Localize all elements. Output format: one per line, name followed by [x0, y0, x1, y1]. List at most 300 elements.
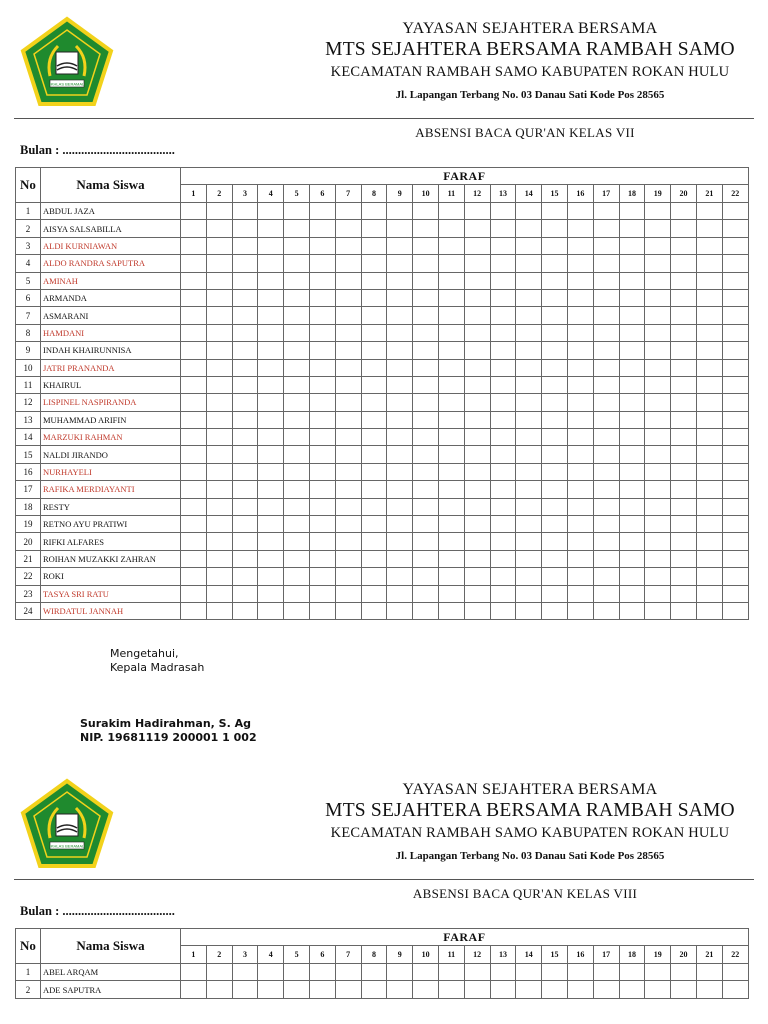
- attendance-cell[interactable]: [181, 411, 207, 428]
- attendance-cell[interactable]: [671, 446, 697, 463]
- attendance-cell[interactable]: [542, 533, 568, 550]
- attendance-cell[interactable]: [593, 289, 619, 306]
- attendance-cell[interactable]: [232, 342, 258, 359]
- attendance-cell[interactable]: [335, 602, 361, 619]
- attendance-cell[interactable]: [335, 411, 361, 428]
- attendance-cell[interactable]: [567, 255, 593, 272]
- attendance-cell[interactable]: [542, 359, 568, 376]
- attendance-cell[interactable]: [464, 981, 490, 998]
- attendance-cell[interactable]: [438, 516, 464, 533]
- attendance-cell[interactable]: [309, 307, 335, 324]
- attendance-cell[interactable]: [542, 429, 568, 446]
- attendance-cell[interactable]: [567, 498, 593, 515]
- attendance-cell[interactable]: [232, 498, 258, 515]
- attendance-cell[interactable]: [722, 429, 748, 446]
- attendance-cell[interactable]: [206, 981, 232, 998]
- attendance-cell[interactable]: [284, 394, 310, 411]
- attendance-cell[interactable]: [361, 429, 387, 446]
- attendance-cell[interactable]: [645, 964, 671, 981]
- attendance-cell[interactable]: [722, 220, 748, 237]
- attendance-cell[interactable]: [309, 255, 335, 272]
- attendance-cell[interactable]: [696, 203, 722, 220]
- attendance-cell[interactable]: [671, 568, 697, 585]
- attendance-cell[interactable]: [567, 516, 593, 533]
- attendance-cell[interactable]: [645, 550, 671, 567]
- attendance-cell[interactable]: [232, 585, 258, 602]
- attendance-cell[interactable]: [438, 324, 464, 341]
- attendance-cell[interactable]: [516, 394, 542, 411]
- attendance-cell[interactable]: [696, 359, 722, 376]
- attendance-cell[interactable]: [413, 498, 439, 515]
- attendance-cell[interactable]: [619, 376, 645, 393]
- attendance-cell[interactable]: [645, 342, 671, 359]
- attendance-cell[interactable]: [645, 481, 671, 498]
- attendance-cell[interactable]: [722, 203, 748, 220]
- attendance-cell[interactable]: [181, 359, 207, 376]
- attendance-cell[interactable]: [464, 463, 490, 480]
- attendance-cell[interactable]: [284, 203, 310, 220]
- attendance-cell[interactable]: [722, 516, 748, 533]
- attendance-cell[interactable]: [567, 394, 593, 411]
- attendance-cell[interactable]: [645, 463, 671, 480]
- attendance-cell[interactable]: [181, 550, 207, 567]
- attendance-cell[interactable]: [206, 446, 232, 463]
- attendance-cell[interactable]: [206, 602, 232, 619]
- attendance-cell[interactable]: [696, 602, 722, 619]
- attendance-cell[interactable]: [722, 568, 748, 585]
- attendance-cell[interactable]: [309, 324, 335, 341]
- attendance-cell[interactable]: [696, 533, 722, 550]
- attendance-cell[interactable]: [619, 394, 645, 411]
- attendance-cell[interactable]: [567, 463, 593, 480]
- attendance-cell[interactable]: [232, 220, 258, 237]
- attendance-cell[interactable]: [696, 964, 722, 981]
- attendance-cell[interactable]: [258, 463, 284, 480]
- attendance-cell[interactable]: [361, 394, 387, 411]
- attendance-cell[interactable]: [593, 585, 619, 602]
- attendance-cell[interactable]: [567, 272, 593, 289]
- attendance-cell[interactable]: [490, 981, 516, 998]
- attendance-cell[interactable]: [464, 237, 490, 254]
- attendance-cell[interactable]: [387, 307, 413, 324]
- attendance-cell[interactable]: [232, 429, 258, 446]
- attendance-cell[interactable]: [284, 324, 310, 341]
- attendance-cell[interactable]: [284, 376, 310, 393]
- attendance-cell[interactable]: [206, 324, 232, 341]
- attendance-cell[interactable]: [232, 602, 258, 619]
- attendance-cell[interactable]: [309, 498, 335, 515]
- attendance-cell[interactable]: [361, 307, 387, 324]
- attendance-cell[interactable]: [438, 568, 464, 585]
- attendance-cell[interactable]: [258, 394, 284, 411]
- attendance-cell[interactable]: [361, 481, 387, 498]
- attendance-cell[interactable]: [516, 498, 542, 515]
- attendance-cell[interactable]: [284, 981, 310, 998]
- attendance-cell[interactable]: [181, 272, 207, 289]
- attendance-cell[interactable]: [696, 411, 722, 428]
- attendance-cell[interactable]: [593, 446, 619, 463]
- attendance-cell[interactable]: [645, 568, 671, 585]
- attendance-cell[interactable]: [696, 516, 722, 533]
- attendance-cell[interactable]: [722, 237, 748, 254]
- attendance-cell[interactable]: [464, 964, 490, 981]
- attendance-cell[interactable]: [181, 446, 207, 463]
- attendance-cell[interactable]: [567, 585, 593, 602]
- attendance-cell[interactable]: [645, 498, 671, 515]
- attendance-cell[interactable]: [258, 359, 284, 376]
- attendance-cell[interactable]: [671, 324, 697, 341]
- attendance-cell[interactable]: [181, 289, 207, 306]
- attendance-cell[interactable]: [619, 602, 645, 619]
- attendance-cell[interactable]: [335, 585, 361, 602]
- attendance-cell[interactable]: [671, 550, 697, 567]
- attendance-cell[interactable]: [258, 550, 284, 567]
- attendance-cell[interactable]: [232, 481, 258, 498]
- attendance-cell[interactable]: [645, 533, 671, 550]
- attendance-cell[interactable]: [516, 411, 542, 428]
- attendance-cell[interactable]: [438, 585, 464, 602]
- attendance-cell[interactable]: [309, 272, 335, 289]
- attendance-cell[interactable]: [671, 203, 697, 220]
- attendance-cell[interactable]: [335, 289, 361, 306]
- attendance-cell[interactable]: [206, 359, 232, 376]
- attendance-cell[interactable]: [645, 220, 671, 237]
- attendance-cell[interactable]: [387, 289, 413, 306]
- attendance-cell[interactable]: [722, 342, 748, 359]
- attendance-cell[interactable]: [413, 550, 439, 567]
- attendance-cell[interactable]: [645, 289, 671, 306]
- attendance-cell[interactable]: [619, 429, 645, 446]
- attendance-cell[interactable]: [542, 446, 568, 463]
- attendance-cell[interactable]: [232, 289, 258, 306]
- attendance-cell[interactable]: [671, 481, 697, 498]
- attendance-cell[interactable]: [387, 342, 413, 359]
- attendance-cell[interactable]: [258, 255, 284, 272]
- attendance-cell[interactable]: [464, 533, 490, 550]
- attendance-cell[interactable]: [438, 255, 464, 272]
- attendance-cell[interactable]: [645, 585, 671, 602]
- attendance-cell[interactable]: [258, 568, 284, 585]
- attendance-cell[interactable]: [361, 272, 387, 289]
- attendance-cell[interactable]: [542, 255, 568, 272]
- attendance-cell[interactable]: [516, 342, 542, 359]
- attendance-cell[interactable]: [387, 376, 413, 393]
- attendance-cell[interactable]: [232, 394, 258, 411]
- attendance-cell[interactable]: [387, 324, 413, 341]
- attendance-cell[interactable]: [309, 964, 335, 981]
- attendance-cell[interactable]: [671, 981, 697, 998]
- attendance-cell[interactable]: [232, 446, 258, 463]
- attendance-cell[interactable]: [258, 446, 284, 463]
- attendance-cell[interactable]: [361, 516, 387, 533]
- attendance-cell[interactable]: [335, 324, 361, 341]
- attendance-cell[interactable]: [722, 394, 748, 411]
- attendance-cell[interactable]: [361, 446, 387, 463]
- attendance-cell[interactable]: [181, 463, 207, 480]
- attendance-cell[interactable]: [619, 342, 645, 359]
- attendance-cell[interactable]: [335, 516, 361, 533]
- attendance-cell[interactable]: [361, 203, 387, 220]
- attendance-cell[interactable]: [309, 394, 335, 411]
- attendance-cell[interactable]: [309, 289, 335, 306]
- attendance-cell[interactable]: [413, 533, 439, 550]
- attendance-cell[interactable]: [206, 272, 232, 289]
- attendance-cell[interactable]: [309, 220, 335, 237]
- attendance-cell[interactable]: [593, 307, 619, 324]
- attendance-cell[interactable]: [516, 533, 542, 550]
- attendance-cell[interactable]: [309, 481, 335, 498]
- attendance-cell[interactable]: [722, 359, 748, 376]
- attendance-cell[interactable]: [361, 342, 387, 359]
- attendance-cell[interactable]: [258, 429, 284, 446]
- attendance-cell[interactable]: [671, 342, 697, 359]
- attendance-cell[interactable]: [284, 602, 310, 619]
- attendance-cell[interactable]: [387, 533, 413, 550]
- attendance-cell[interactable]: [387, 446, 413, 463]
- attendance-cell[interactable]: [438, 203, 464, 220]
- attendance-cell[interactable]: [516, 463, 542, 480]
- attendance-cell[interactable]: [542, 272, 568, 289]
- attendance-cell[interactable]: [645, 602, 671, 619]
- attendance-cell[interactable]: [206, 255, 232, 272]
- attendance-cell[interactable]: [593, 498, 619, 515]
- attendance-cell[interactable]: [464, 307, 490, 324]
- attendance-cell[interactable]: [542, 411, 568, 428]
- attendance-cell[interactable]: [309, 359, 335, 376]
- attendance-cell[interactable]: [464, 602, 490, 619]
- attendance-cell[interactable]: [542, 463, 568, 480]
- attendance-cell[interactable]: [181, 481, 207, 498]
- attendance-cell[interactable]: [284, 568, 310, 585]
- attendance-cell[interactable]: [258, 289, 284, 306]
- attendance-cell[interactable]: [258, 324, 284, 341]
- attendance-cell[interactable]: [232, 203, 258, 220]
- attendance-cell[interactable]: [181, 429, 207, 446]
- attendance-cell[interactable]: [516, 516, 542, 533]
- attendance-cell[interactable]: [464, 481, 490, 498]
- attendance-cell[interactable]: [464, 342, 490, 359]
- attendance-cell[interactable]: [696, 289, 722, 306]
- attendance-cell[interactable]: [464, 516, 490, 533]
- attendance-cell[interactable]: [258, 220, 284, 237]
- attendance-cell[interactable]: [361, 220, 387, 237]
- attendance-cell[interactable]: [567, 481, 593, 498]
- attendance-cell[interactable]: [671, 498, 697, 515]
- attendance-cell[interactable]: [722, 981, 748, 998]
- attendance-cell[interactable]: [232, 307, 258, 324]
- attendance-cell[interactable]: [671, 429, 697, 446]
- attendance-cell[interactable]: [619, 446, 645, 463]
- attendance-cell[interactable]: [593, 981, 619, 998]
- attendance-cell[interactable]: [542, 981, 568, 998]
- attendance-cell[interactable]: [671, 255, 697, 272]
- attendance-cell[interactable]: [593, 411, 619, 428]
- attendance-cell[interactable]: [593, 255, 619, 272]
- attendance-cell[interactable]: [438, 481, 464, 498]
- attendance-cell[interactable]: [671, 516, 697, 533]
- attendance-cell[interactable]: [516, 255, 542, 272]
- attendance-cell[interactable]: [619, 411, 645, 428]
- attendance-cell[interactable]: [387, 255, 413, 272]
- attendance-cell[interactable]: [335, 220, 361, 237]
- attendance-cell[interactable]: [309, 568, 335, 585]
- attendance-cell[interactable]: [284, 307, 310, 324]
- attendance-cell[interactable]: [413, 272, 439, 289]
- attendance-cell[interactable]: [619, 289, 645, 306]
- attendance-cell[interactable]: [206, 585, 232, 602]
- attendance-cell[interactable]: [387, 585, 413, 602]
- attendance-cell[interactable]: [490, 533, 516, 550]
- attendance-cell[interactable]: [438, 394, 464, 411]
- attendance-cell[interactable]: [206, 516, 232, 533]
- attendance-cell[interactable]: [413, 324, 439, 341]
- attendance-cell[interactable]: [722, 272, 748, 289]
- attendance-cell[interactable]: [490, 516, 516, 533]
- attendance-cell[interactable]: [335, 203, 361, 220]
- attendance-cell[interactable]: [593, 481, 619, 498]
- attendance-cell[interactable]: [438, 533, 464, 550]
- attendance-cell[interactable]: [284, 272, 310, 289]
- attendance-cell[interactable]: [645, 394, 671, 411]
- attendance-cell[interactable]: [619, 359, 645, 376]
- attendance-cell[interactable]: [232, 272, 258, 289]
- attendance-cell[interactable]: [696, 237, 722, 254]
- attendance-cell[interactable]: [490, 324, 516, 341]
- attendance-cell[interactable]: [696, 342, 722, 359]
- attendance-cell[interactable]: [464, 550, 490, 567]
- attendance-cell[interactable]: [722, 255, 748, 272]
- attendance-cell[interactable]: [696, 429, 722, 446]
- attendance-cell[interactable]: [567, 411, 593, 428]
- attendance-cell[interactable]: [335, 394, 361, 411]
- attendance-cell[interactable]: [516, 981, 542, 998]
- attendance-cell[interactable]: [309, 342, 335, 359]
- attendance-cell[interactable]: [671, 289, 697, 306]
- attendance-cell[interactable]: [490, 481, 516, 498]
- attendance-cell[interactable]: [593, 602, 619, 619]
- attendance-cell[interactable]: [542, 394, 568, 411]
- attendance-cell[interactable]: [335, 463, 361, 480]
- attendance-cell[interactable]: [619, 272, 645, 289]
- attendance-cell[interactable]: [619, 533, 645, 550]
- attendance-cell[interactable]: [490, 394, 516, 411]
- attendance-cell[interactable]: [671, 463, 697, 480]
- attendance-cell[interactable]: [258, 203, 284, 220]
- attendance-cell[interactable]: [516, 481, 542, 498]
- attendance-cell[interactable]: [490, 307, 516, 324]
- attendance-cell[interactable]: [361, 550, 387, 567]
- attendance-cell[interactable]: [464, 568, 490, 585]
- attendance-cell[interactable]: [490, 255, 516, 272]
- attendance-cell[interactable]: [232, 359, 258, 376]
- attendance-cell[interactable]: [490, 498, 516, 515]
- attendance-cell[interactable]: [490, 585, 516, 602]
- attendance-cell[interactable]: [335, 429, 361, 446]
- attendance-cell[interactable]: [696, 220, 722, 237]
- attendance-cell[interactable]: [361, 255, 387, 272]
- attendance-cell[interactable]: [490, 359, 516, 376]
- attendance-cell[interactable]: [593, 342, 619, 359]
- attendance-cell[interactable]: [593, 220, 619, 237]
- attendance-cell[interactable]: [438, 964, 464, 981]
- attendance-cell[interactable]: [181, 307, 207, 324]
- attendance-cell[interactable]: [516, 585, 542, 602]
- attendance-cell[interactable]: [722, 498, 748, 515]
- attendance-cell[interactable]: [413, 394, 439, 411]
- attendance-cell[interactable]: [284, 964, 310, 981]
- attendance-cell[interactable]: [413, 411, 439, 428]
- attendance-cell[interactable]: [335, 481, 361, 498]
- attendance-cell[interactable]: [181, 324, 207, 341]
- attendance-cell[interactable]: [722, 481, 748, 498]
- attendance-cell[interactable]: [696, 585, 722, 602]
- attendance-cell[interactable]: [284, 342, 310, 359]
- attendance-cell[interactable]: [645, 272, 671, 289]
- attendance-cell[interactable]: [284, 429, 310, 446]
- attendance-cell[interactable]: [619, 255, 645, 272]
- attendance-cell[interactable]: [309, 203, 335, 220]
- attendance-cell[interactable]: [696, 307, 722, 324]
- attendance-cell[interactable]: [619, 203, 645, 220]
- attendance-cell[interactable]: [464, 498, 490, 515]
- attendance-cell[interactable]: [567, 220, 593, 237]
- attendance-cell[interactable]: [206, 411, 232, 428]
- attendance-cell[interactable]: [258, 498, 284, 515]
- attendance-cell[interactable]: [593, 324, 619, 341]
- attendance-cell[interactable]: [387, 568, 413, 585]
- attendance-cell[interactable]: [438, 220, 464, 237]
- attendance-cell[interactable]: [387, 550, 413, 567]
- attendance-cell[interactable]: [567, 237, 593, 254]
- attendance-cell[interactable]: [438, 307, 464, 324]
- attendance-cell[interactable]: [413, 237, 439, 254]
- attendance-cell[interactable]: [542, 376, 568, 393]
- attendance-cell[interactable]: [722, 446, 748, 463]
- attendance-cell[interactable]: [490, 237, 516, 254]
- attendance-cell[interactable]: [516, 272, 542, 289]
- attendance-cell[interactable]: [593, 359, 619, 376]
- attendance-cell[interactable]: [438, 602, 464, 619]
- attendance-cell[interactable]: [335, 964, 361, 981]
- attendance-cell[interactable]: [232, 237, 258, 254]
- attendance-cell[interactable]: [309, 585, 335, 602]
- attendance-cell[interactable]: [619, 516, 645, 533]
- attendance-cell[interactable]: [361, 981, 387, 998]
- attendance-cell[interactable]: [361, 324, 387, 341]
- attendance-cell[interactable]: [309, 429, 335, 446]
- attendance-cell[interactable]: [619, 463, 645, 480]
- attendance-cell[interactable]: [722, 533, 748, 550]
- attendance-cell[interactable]: [464, 324, 490, 341]
- attendance-cell[interactable]: [696, 446, 722, 463]
- attendance-cell[interactable]: [361, 602, 387, 619]
- attendance-cell[interactable]: [284, 463, 310, 480]
- attendance-cell[interactable]: [567, 602, 593, 619]
- attendance-cell[interactable]: [413, 568, 439, 585]
- attendance-cell[interactable]: [258, 376, 284, 393]
- attendance-cell[interactable]: [413, 220, 439, 237]
- attendance-cell[interactable]: [542, 498, 568, 515]
- attendance-cell[interactable]: [413, 463, 439, 480]
- attendance-cell[interactable]: [542, 585, 568, 602]
- attendance-cell[interactable]: [206, 376, 232, 393]
- attendance-cell[interactable]: [464, 289, 490, 306]
- attendance-cell[interactable]: [387, 394, 413, 411]
- attendance-cell[interactable]: [387, 272, 413, 289]
- attendance-cell[interactable]: [464, 446, 490, 463]
- attendance-cell[interactable]: [671, 533, 697, 550]
- attendance-cell[interactable]: [309, 516, 335, 533]
